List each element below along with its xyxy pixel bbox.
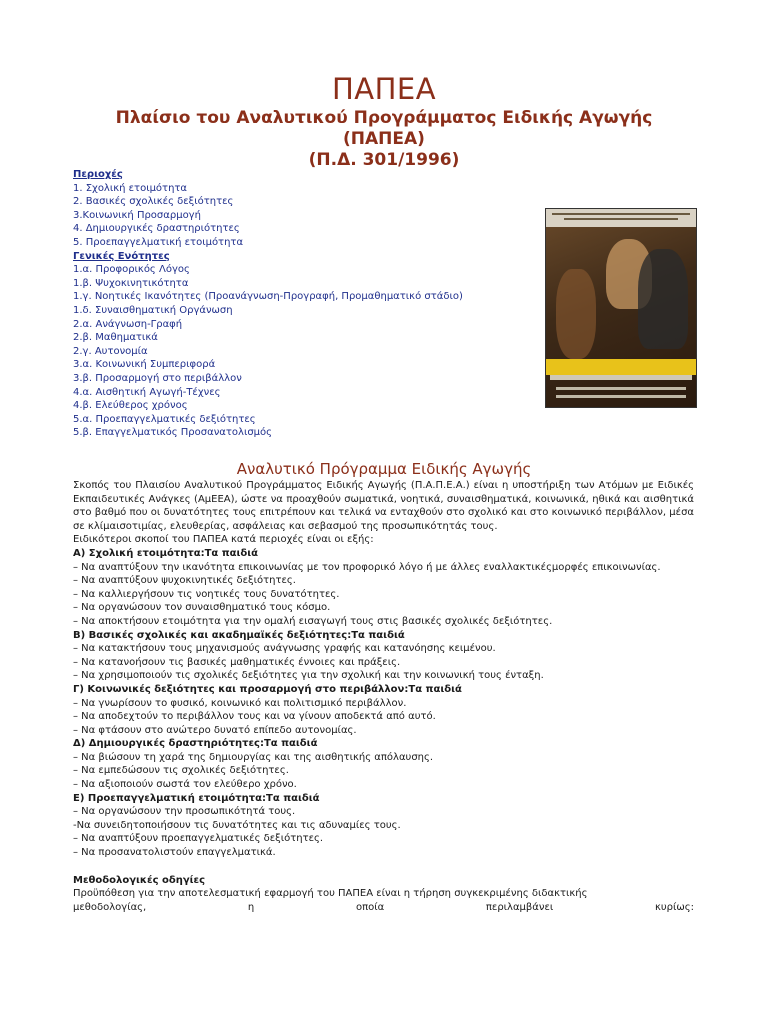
list-item: – Να χρησιμοποιούν τις σχολικές δεξιότητες για την σχολική και την κοινωνική τους ένταξη. xyxy=(73,670,544,682)
methods-heading: Μεθοδολογικές οδηγίες xyxy=(73,874,206,886)
list-item: – Να φτάσουν στο ανώτερο δυνατό επίπεδο αυτονομίας. xyxy=(73,724,357,736)
group-heading: Β) Βασικές σχολικές και ακαδημαϊκές δεξιότητες:Τα παιδιά xyxy=(73,629,405,641)
document-body xyxy=(73,479,694,914)
list-item: – Να βιώσουν τη χαρά της δημιουργίας και της αισθητικής απόλαυσης. xyxy=(73,751,434,763)
list-item: – Να αποδεχτούν το περιβάλλον τους και να γίνουν αποδεκτά από αυτό. xyxy=(73,711,436,723)
toc-area-item[interactable]: 1. Σχολική ετοιμότητα xyxy=(73,182,188,194)
list-item: -Να συνειδητοποιήσουν τις δυνατότητες και τις αδυναμίες τους. xyxy=(73,819,401,831)
toc-unit-item[interactable]: 1.γ. Νοητικές Ικανότητες (Προανάγνωση-Προγραφή, Προμαθηματικό στάδιο) xyxy=(73,291,463,303)
list-item: – Να αναπτύξουν προεπαγγελματικές δεξιότητες. xyxy=(73,833,324,845)
methods-line-2: μεθοδολογίας, η οποία περιλαμβάνει κυρίως: xyxy=(73,901,694,913)
table-of-contents xyxy=(73,168,463,440)
toc-areas-heading[interactable]: Περιοχές xyxy=(73,169,123,180)
page-title: ΠΑΠΕΑ xyxy=(331,72,437,106)
group-heading: Ε) Προεπαγγελματική ετοιμότητα:Τα παιδιά xyxy=(73,792,320,804)
list-item: – Να αναπτύξουν την ικανότητα επικοινωνίας με τον προφορικό λόγο ή με άλλες εναλλακτικέςμορφές επικοινωνίας. xyxy=(73,561,661,573)
list-item: – Να οργανώσουν τον συναισθηματικό τους κόσμο. xyxy=(73,602,331,614)
subtitle-line-1: Πλαίσιο του Αναλυτικού Προγράμματος Ειδικής Αγωγής xyxy=(115,108,653,128)
group-heading: Α) Σχολική ετοιμότητα:Τα παιδιά xyxy=(73,547,259,559)
toc-area-item[interactable]: 5. Προεπαγγελματική ετοιμότητα xyxy=(73,236,244,248)
subtitle-line-2: (ΠΑΠΕΑ) xyxy=(343,129,425,149)
list-item: – Να καλλιεργήσουν τις νοητικές τους δυνατότητες. xyxy=(73,588,340,600)
toc-unit-item[interactable]: 2.α. Ανάγνωση-Γραφή xyxy=(73,318,183,330)
toc-unit-item[interactable]: 5.β. Επαγγελματικός Προσανατολισμός xyxy=(73,427,273,439)
list-item: – Να αναπτύξουν ψυχοκινητικές δεξιότητες. xyxy=(73,575,296,587)
toc-unit-item[interactable]: 1.δ. Συναισθηματική Οργάνωση xyxy=(73,304,233,316)
toc-unit-item[interactable]: 4.α. Αισθητική Αγωγή-Τέχνες xyxy=(73,386,221,398)
methods-line-1: Προϋπόθεση για την αποτελεσματική εφαρμογή του ΠΑΠΕΑ είναι η τήρηση συγκεκριμένης διδακτικής xyxy=(73,888,588,900)
toc-unit-item[interactable]: 4.β. Ελεύθερος χρόνος xyxy=(73,400,188,412)
goals-intro: Ειδικότεροι σκοποί του ΠΑΠΕΑ κατά περιοχές είναι οι εξής: xyxy=(73,534,374,546)
list-item: – Να κατανοήσουν τις βασικές μαθηματικές έννοιες και πράξεις. xyxy=(73,656,401,668)
toc-units-heading[interactable]: Γενικές Ενότητες xyxy=(73,250,170,262)
toc-area-item[interactable]: 4. Δημιουργικές δραστηριότητες xyxy=(73,223,240,235)
toc-unit-item[interactable]: 1.β. Ψυχοκινητικότητα xyxy=(73,277,189,289)
toc-unit-item[interactable]: 2.β. Μαθηματικά xyxy=(73,332,158,344)
list-item: – Να αξιοποιούν σωστά τον ελεύθερο χρόνο. xyxy=(73,779,297,791)
toc-unit-item[interactable]: 1.α. Προφορικός Λόγος xyxy=(73,264,190,276)
group-heading: Δ) Δημιουργικές δραστηριότητες:Τα παιδιά xyxy=(73,738,318,750)
list-item: – Να εμπεδώσουν τις σχολικές δεξιότητες. xyxy=(73,765,289,777)
list-item: – Να οργανώσουν την προσωπικότητά τους. xyxy=(73,806,296,818)
page-subtitle xyxy=(40,108,728,171)
list-item: – Να κατακτήσουν τους μηχανισμούς ανάγνωσης γραφής και κατανόησης κειμένου. xyxy=(73,643,496,655)
toc-unit-item[interactable]: 3.α. Κοινωνική Συμπεριφορά xyxy=(73,359,216,371)
section-title: Αναλυτικό Πρόγραμμα Ειδικής Αγωγής xyxy=(236,460,532,478)
list-item: – Να προσανατολιστούν επαγγελματικά. xyxy=(73,847,276,859)
list-item: – Να γνωρίσουν το φυσικό, κοινωνικό και πολιτισμικό περιβάλλον. xyxy=(73,697,407,709)
toc-unit-item[interactable]: 2.γ. Αυτονομία xyxy=(73,345,148,357)
group-heading: Γ) Κοινωνικές δεξιότητες και προσαρμογή στο περιβάλλον:Τα παιδιά xyxy=(73,683,462,695)
book-cover-image xyxy=(545,208,697,408)
intro-paragraph: Σκοπός του Πλαισίου Αναλυτικού Προγράμματος Ειδικής Αγωγής (Π.Α.Π.Ε.Α.) είναι η υποστήριξη των Ατόμων με Ειδικές Εκπαιδευτικές Ανάγκες (ΑμΕΕΑ), ώστε να προαχθούν σωματικά, νοητικά, συναισθηματικά, κοινωνικά, ηθικά και αισθητικά στο βαθμό που οι δυνατότητες τους επιτρέπουν και τελικά να ενταχθούν στο σχολικό και στο κοινωνικό περιβάλλον, μέσα σε κλίμαισοτιμίας, ελευθερίας, ασφάλειας και σεβασμού της προσωπικότητάς τους. xyxy=(73,480,694,532)
toc-area-item[interactable]: 3.Κοινωνική Προσαρμογή xyxy=(73,209,201,221)
subtitle-line-3: (Π.Δ. 301/1996) xyxy=(308,150,460,170)
toc-area-item[interactable]: 2. Βασικές σχολικές δεξιότητες xyxy=(73,196,234,208)
toc-unit-item[interactable]: 3.β. Προσαρμογή στο περιβάλλον xyxy=(73,372,242,384)
toc-unit-item[interactable]: 5.α. Προεπαγγελματικές δεξιότητες xyxy=(73,413,256,425)
list-item: – Να αποκτήσουν ετοιμότητα για την ομαλή εισαγωγή τους στις βασικές σχολικές δεξιότητες. xyxy=(73,615,553,627)
